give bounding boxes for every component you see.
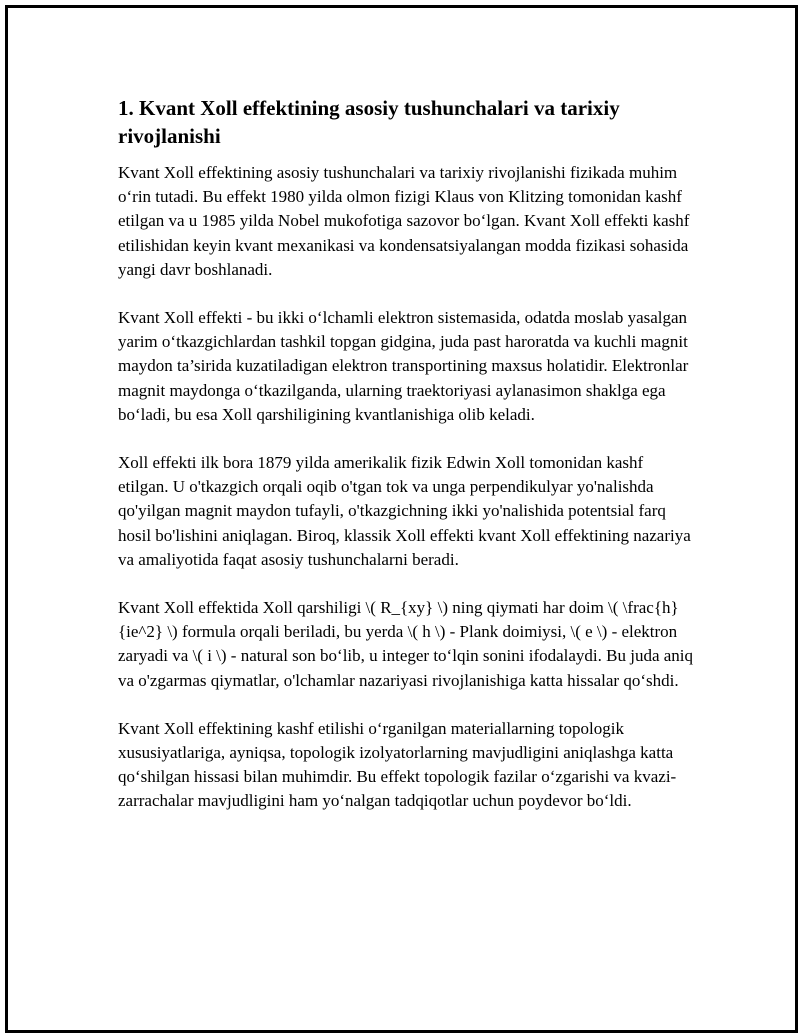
paragraph-classical-hall: Xoll effekti ilk bora 1879 yilda amerikalik fizik Edwin Xoll tomonidan kashf etilgan. U o'tkazgich orqali oqib o'tgan tok va unga perpendikulyar yo'nalishda qo'yilgan magnit maydon tufayli, o'tkazgichning ikki yo'nalishida potentsial farq hosil bo'lishini aniqlagan. Biroq, klassik Xoll effekti kvant Xoll effektining nazariya va amaliyotida faqat asosiy tushunchalarni beradi. — [118, 453, 691, 569]
paragraph-topology: Kvant Xoll effektining kashf etilishi o‘rganilgan materiallarning topologik xususiyatlariga, ayniqsa, topologik izolyatorlarning mavjudligini aniqlashga katta qo‘shilgan hissasi bilan muhimdir. Bu effekt topologik fazilar o‘zgarishi va kvazi-zarrachalar mavjudligini ham yo‘nalgan tadqiqotlar uchun poydevor bo‘ldi. — [118, 718, 677, 811]
document-body — [118, 94, 694, 838]
document-title: 1. Kvant Xoll effektining asosiy tushunchalari va tarixiy rivojlanishi — [118, 96, 620, 148]
paragraph-discovery: Kvant Xoll effektining asosiy tushunchalari va tarixiy rivojlanishi fizikada muhim o‘rin tutadi. Bu effekt 1980 yilda olmon fizigi Klaus von Klitzing tomonidan kashf etilgan va u 1985 yilda Nobel mukofotiga sazovor bo‘lgan. Kvant Xoll effekti kashf etilishidan keyin kvant mexanikasi va kondensatsiyalangan modda fizikasi sohasida yangi davr boshlanadi. — [118, 163, 690, 279]
paragraph-resistance-formula: Kvant Xoll effektida Xoll qarshiligi \( R_{xy} \) ning qiymati har doim \( \frac{h}{ie^2} \) formula orqali beriladi, bu yerda \( h \) - Plank doimiysi, \( e \) - elektron zaryadi va \( i \) - natural son bo‘lib, u integer to‘lqin sonini ifodalaydi. Bu juda aniq va o'zgarmas qiymatlar, o'lchamlar nazariyasi rivojlanishiga katta hissalar qo‘shdi. — [118, 598, 694, 690]
paragraph-definition: Kvant Xoll effekti - bu ikki o‘lchamli elektron sistemasida, odatda moslab yasalgan yarim o‘tkazgichlardan tashkil topgan gidgina, juda past haroratda va kuchli magnit maydon ta’sirida kuzatiladigan elektron transportining maxsus holatidir. Elektronlar magnit maydonga o‘tkazilganda, ularning traektoriyasi aylanasimon shaklga ega bo‘ladi, bu esa Xoll qarshiligining kvantlanishiga olib keladi. — [118, 308, 689, 424]
